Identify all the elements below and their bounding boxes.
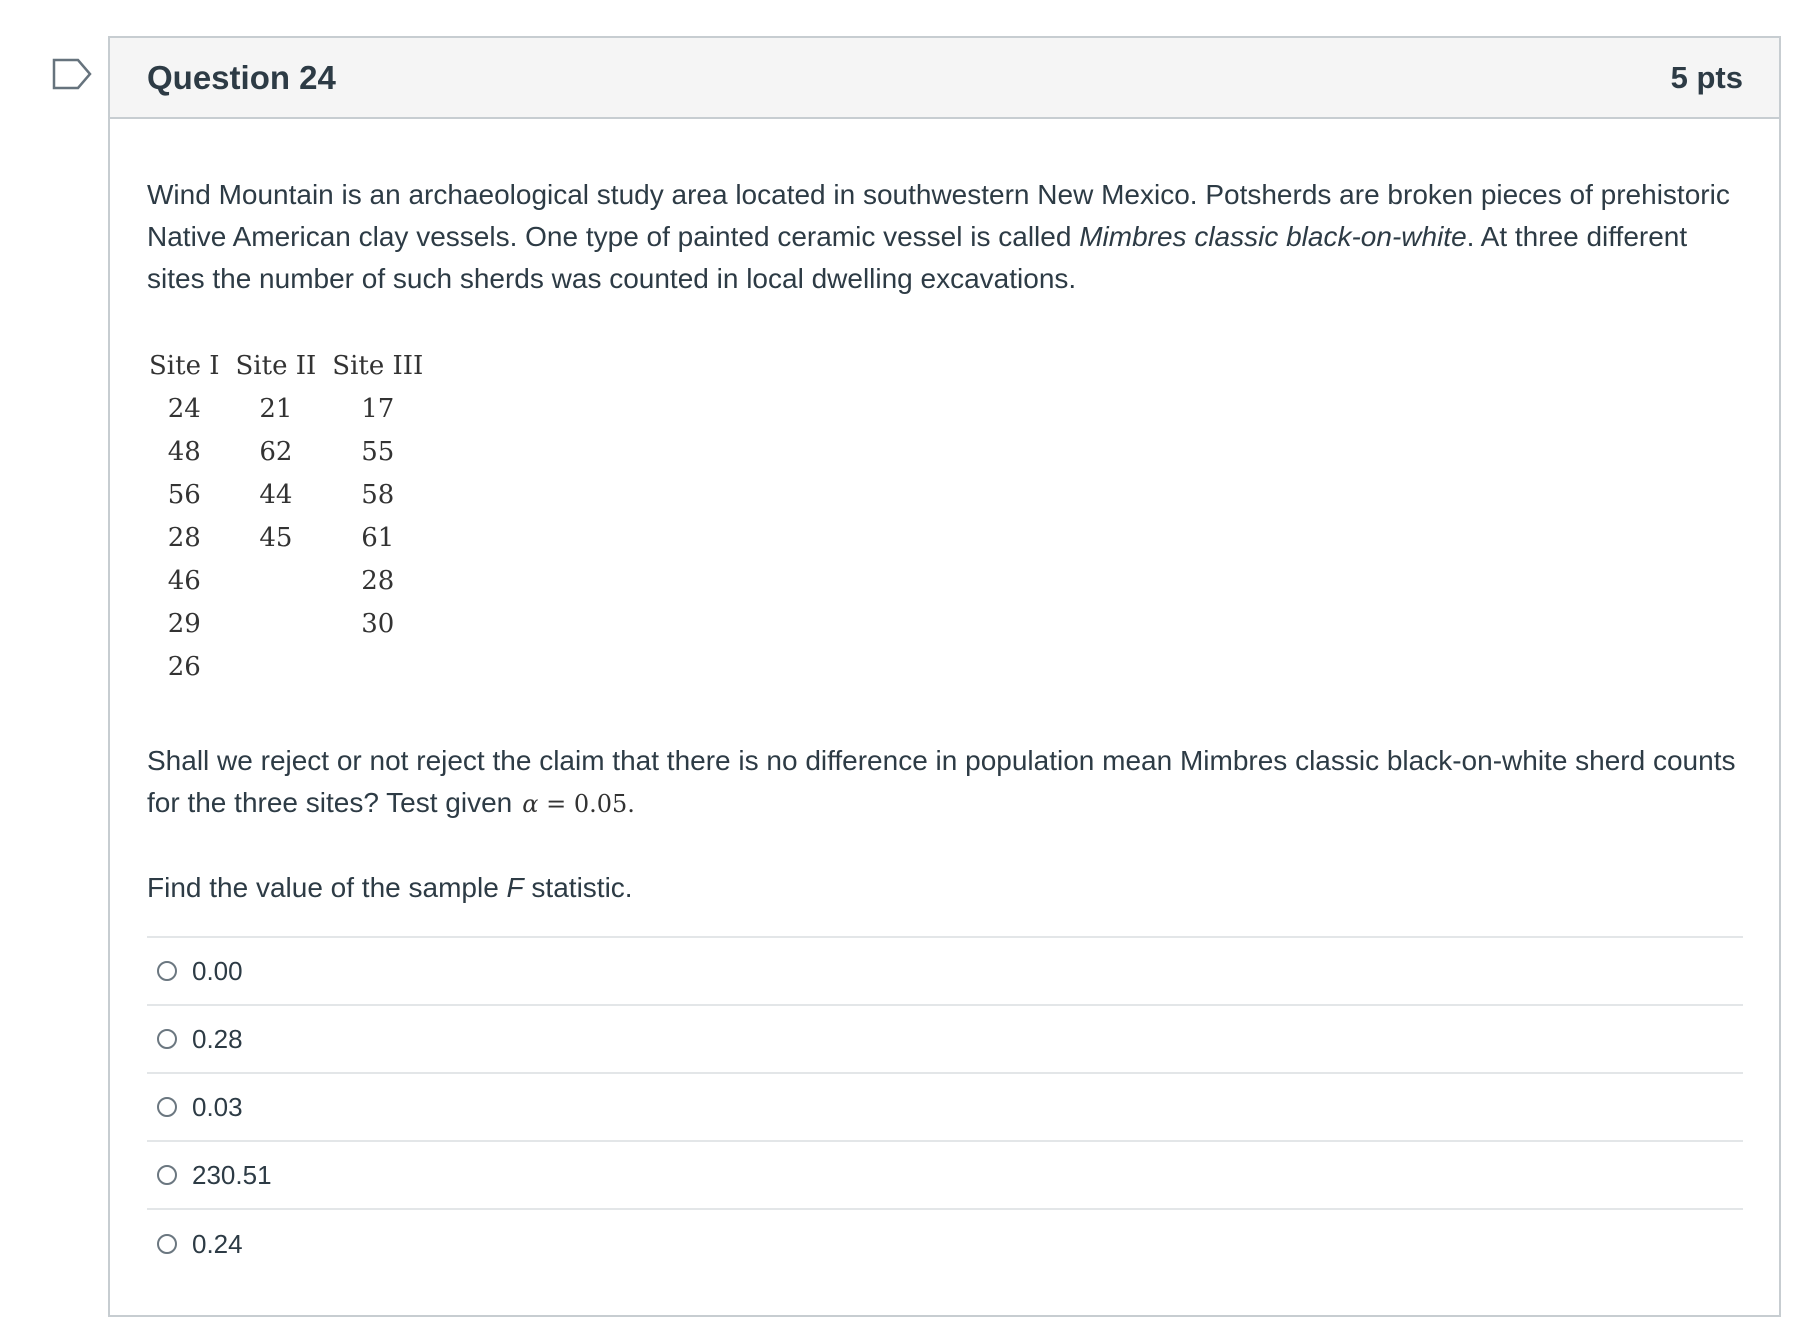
table-cell: 44 — [259, 479, 293, 510]
answer-list — [147, 936, 1743, 1278]
claim-text — [147, 740, 1743, 825]
table-cell: 30 — [361, 608, 395, 639]
answer-radio[interactable] — [157, 1234, 177, 1254]
table-cell: 24 — [167, 393, 201, 424]
answer-radio[interactable] — [157, 1029, 177, 1049]
answer-label: 0.24 — [192, 1229, 243, 1259]
table-header-row — [145, 344, 435, 387]
answer-option[interactable] — [147, 1142, 1743, 1210]
sherd-counts-table — [145, 344, 435, 688]
answer-option[interactable] — [147, 1074, 1743, 1142]
table-cell: 48 — [167, 436, 201, 467]
table-row — [145, 602, 435, 645]
question-title: Question 24 — [147, 58, 336, 96]
intro-vessel-name: Mimbres classic black-on-white — [1079, 221, 1467, 252]
table-row — [145, 559, 435, 602]
table-cell: 29 — [167, 608, 201, 639]
table-header-cell: Site III — [332, 350, 424, 381]
table-cell: 62 — [259, 436, 293, 467]
answer-radio[interactable] — [157, 1097, 177, 1117]
table-body — [145, 387, 435, 688]
table-row — [145, 387, 435, 430]
table-cell: 21 — [259, 393, 293, 424]
table-row — [145, 473, 435, 516]
answer-label: 0.03 — [192, 1092, 243, 1122]
table-cell: 28 — [361, 565, 395, 596]
find-text-part: Find the value of the sample — [147, 872, 507, 903]
flag-question-icon[interactable] — [52, 58, 92, 94]
table-cell: 17 — [361, 393, 395, 424]
question-intro — [147, 174, 1743, 300]
question-points: 5 pts — [1670, 59, 1743, 95]
answer-label: 0.28 — [192, 1024, 243, 1054]
question-header — [110, 38, 1779, 119]
question-body — [110, 119, 1779, 1278]
f-symbol: F — [506, 872, 524, 903]
alpha-symbol: α — [522, 790, 539, 818]
table-row — [145, 516, 435, 559]
answer-label: 230.51 — [192, 1160, 272, 1190]
answer-label: 0.00 — [192, 956, 243, 986]
table-cell: 26 — [167, 651, 201, 682]
table-row — [145, 645, 435, 688]
table-header-cell: Site II — [235, 350, 317, 381]
table-cell: 55 — [361, 436, 395, 467]
table-cell: 56 — [167, 479, 201, 510]
answer-option[interactable] — [147, 938, 1743, 1006]
table-cell — [232, 645, 329, 688]
table-cell: 61 — [361, 522, 395, 553]
find-text-part: statistic. — [523, 872, 633, 903]
table-cell: 46 — [167, 565, 201, 596]
table-cell: 28 — [167, 522, 201, 553]
answer-radio[interactable] — [157, 1165, 177, 1185]
table-header-cell: Site I — [149, 350, 220, 381]
claim-sentence: Shall we reject or not reject the claim that there is no difference in population mean Mimbres classic black-on-white sherd counts for the three sites? Test given — [147, 745, 1736, 818]
table-cell — [328, 645, 435, 688]
table-cell: 45 — [259, 522, 293, 553]
table-cell — [232, 602, 329, 645]
intro-text-part: . At three different sites the number of such sherds was counted in local dwelling excavations. — [147, 221, 1688, 294]
table-cell: 58 — [361, 479, 395, 510]
find-prompt — [147, 867, 1743, 909]
intro-text-part: Wind Mountain is an archaeological study area located in southwestern New Mexico. Potsherds are broken pieces of prehistoric Native American clay vessels. One type of painted ceramic vessel is called — [147, 179, 1730, 252]
question-card — [108, 36, 1781, 1317]
answer-option[interactable] — [147, 1006, 1743, 1074]
alpha-expression — [522, 790, 635, 818]
table-cell — [232, 559, 329, 602]
alpha-value: = 0.05. — [538, 790, 635, 818]
table-row — [145, 430, 435, 473]
answer-radio[interactable] — [157, 961, 177, 981]
answer-option[interactable] — [147, 1210, 1743, 1278]
